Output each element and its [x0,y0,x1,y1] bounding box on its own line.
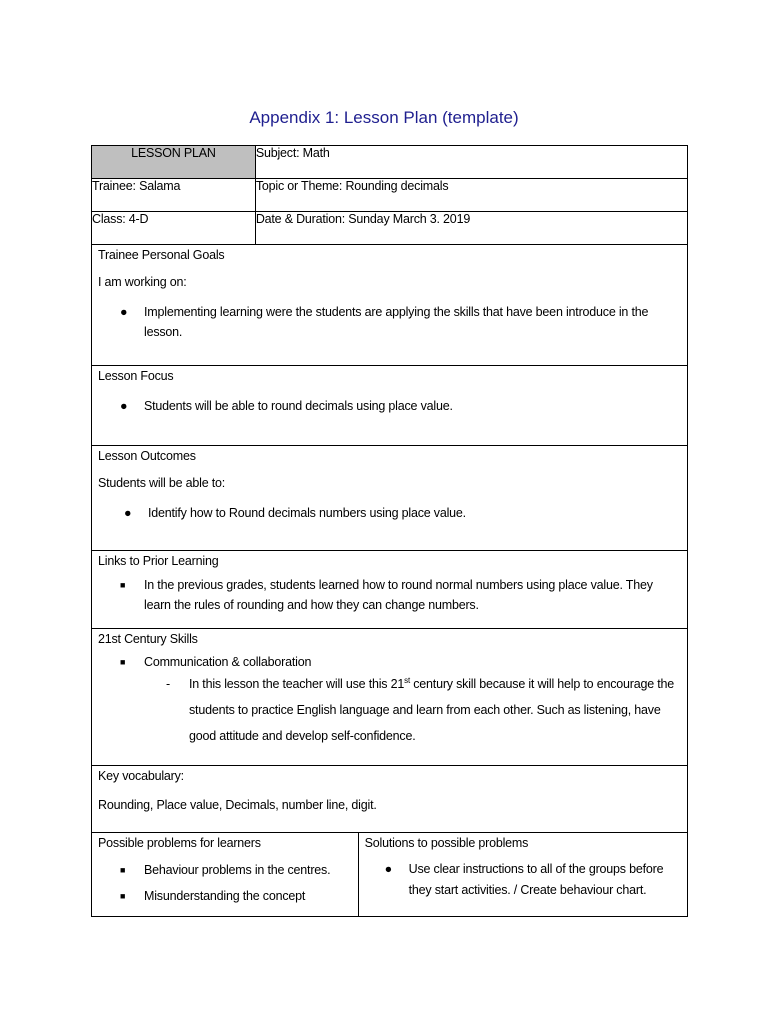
vocab-text: Rounding, Place value, Decimals, number line, digit. [98,798,377,812]
skills-title: 21st Century Skills [98,632,198,646]
square-bullet-icon: ■ [120,865,126,875]
vocab-section [92,766,688,833]
header-row-2 [92,179,688,212]
vocab-title: Key vocabulary: [98,769,184,783]
topic-cell: Topic or Theme: Rounding decimals [255,179,687,212]
solutions-item: ● Use clear instructions to all of the groups before they start activities. / Create behaviour chart. [359,859,687,901]
focus-bullet: ● Students will be able to round decimals using place value. [92,396,687,416]
dash-bullet-icon: - [166,677,170,691]
problems-solutions-row [92,833,688,917]
class-cell: Class: 4-D [92,212,256,245]
problems-item: ■ Misunderstanding the concept [92,883,358,909]
bullet-dot-icon: ● [120,305,128,319]
solutions-cell [358,833,687,917]
skills-bullet: ■ Communication & collaboration [120,655,312,669]
bullet-dot-icon: ● [124,506,132,520]
document-title: Appendix 1: Lesson Plan (template) [249,108,519,127]
problems-title: Possible problems for learners [98,836,261,850]
subject-cell: Subject: Math [255,146,687,179]
skills-section [92,629,688,766]
outcomes-section [92,446,688,551]
header-row-3 [92,212,688,245]
goals-intro: I am working on: [98,275,187,289]
square-bullet-icon: ■ [120,580,126,590]
focus-section [92,366,688,446]
trainee-cell: Trainee: Salama [92,179,256,212]
goals-section [92,245,688,366]
skills-dash-item: - In this lesson the teacher will use this 21st century skill because it will help to encourage the students to practice English language and learn from each other. Such as listening, have good attitude and develop self-confidence. [92,671,687,749]
outcomes-intro: Students will be able to: [98,476,226,490]
lesson-plan-label: LESSON PLAN [92,146,256,179]
focus-title: Lesson Focus [98,369,174,383]
square-bullet-icon: ■ [120,657,126,667]
solutions-title: Solutions to possible problems [364,836,529,850]
problems-cell [92,833,359,917]
bullet-dot-icon: ● [120,399,128,413]
header-row-1 [92,146,688,179]
lesson-plan-table [91,145,688,917]
problems-item: ■ Behaviour problems in the centres. [92,857,358,883]
outcomes-bullet: ● Identify how to Round decimals numbers using place value. [92,503,687,523]
prior-section [92,551,688,629]
bullet-dot-icon: ● [384,862,392,876]
prior-title: Links to Prior Learning [98,554,219,568]
outcomes-title: Lesson Outcomes [98,449,196,463]
prior-bullet: ■ In the previous grades, students learned how to round normal numbers using place value. They learn the rules of rounding and how they can change numbers. [92,575,687,615]
goals-title: Trainee Personal Goals [98,248,225,262]
date-cell: Date & Duration: Sunday March 3. 2019 [255,212,687,245]
goals-bullet: ● Implementing learning were the students are applying the skills that have been introduce in the lesson. [92,302,687,342]
square-bullet-icon: ■ [120,891,126,901]
